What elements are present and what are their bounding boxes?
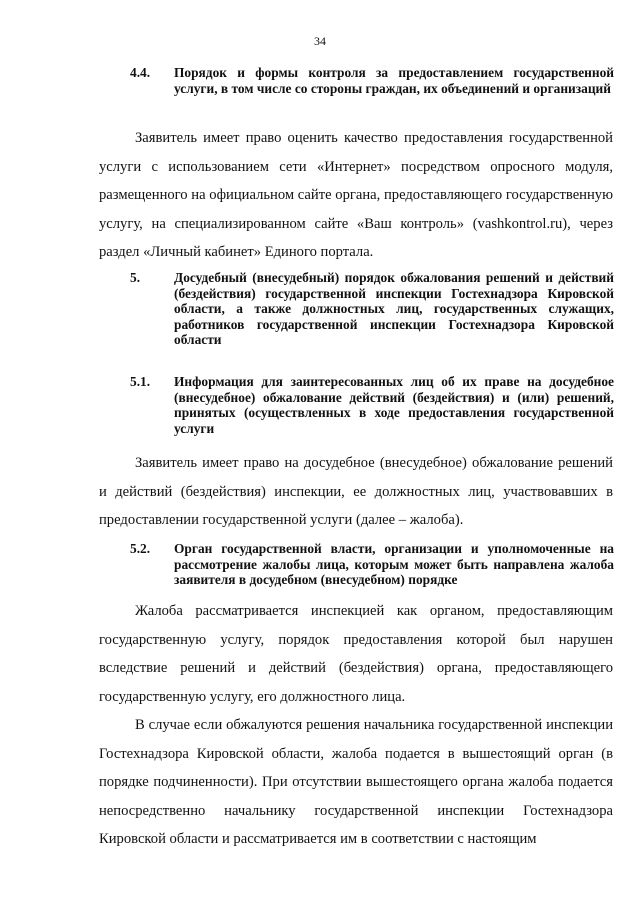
section-title: Орган государственной власти, организации и уполномоченные на рассмотрение жалобы лица, которым может быть направлена жалоба заявителя в досудебном (внесудебном) порядке [174, 541, 614, 587]
section-5-heading [130, 270, 614, 348]
section-5-1-body [99, 449, 613, 535]
section-5-2-body [99, 597, 613, 854]
page-number: 34 [314, 34, 326, 48]
section-number: 5.1. [130, 374, 151, 389]
paragraph: Жалоба рассматривается инспекцией как органом, предоставляющим государственную услугу, порядок предоставления которой был нарушен вследствие решений и действий (бездействия) органа, предоставляющего государственную услугу, его должностного лица. [99, 603, 613, 705]
section-5-2-heading [130, 541, 614, 588]
paragraph: Заявитель имеет право на досудебное (внесудебное) обжалование решений и действий (бездействия) инспекции, ее должностных лиц, участвовавших в предоставлении государственной услуги (далее – жалоба). [99, 455, 613, 528]
section-number: 5.2. [130, 541, 151, 556]
section-5-1-heading [130, 374, 614, 436]
paragraph: Заявитель имеет право оценить качество предоставления государственной услуги с использованием сети «Интернет» посредством опросного модуля, размещенного на официальном сайте органа, предоставляющего государственную услугу, на специализированном сайте «Ваш контроль» (vashkontrol.ru), через раздел «Личный кабинет» Единого портала. [99, 130, 613, 260]
paragraph: В случае если обжалуются решения начальника государственной инспекции Гостехнадзора Кировской области, жалоба подается в вышестоящий орган (в порядке подчиненности). При отсутствии вышестоящего органа жалоба подается непосредственно начальнику государственной инспекции Гостехнадзора Кировской области и рассматривается им в соответствии с настоящим [99, 717, 613, 847]
section-4-4-heading [130, 65, 614, 96]
section-title: Порядок и формы контроля за предоставлением государственной услуги, в том числе со стороны граждан, их объединений и организаций [174, 65, 614, 96]
section-4-4-body [99, 124, 613, 267]
section-number: 4.4. [130, 65, 151, 80]
section-title: Информация для заинтересованных лиц об их праве на досудебное (внесудебное) обжалование действий (бездействия) и (или) решений, принятых (осуществленных в ходе предоставления государственной услуги [174, 374, 614, 436]
section-title: Досудебный (внесудебный) порядок обжалования решений и действий (бездействия) государственной инспекции Гостехнадзора Кировской области, а также должностных лиц, государственных служащих, работников государственной инспекции Гостехнадзора Кировской области [174, 270, 614, 347]
section-number: 5. [130, 270, 141, 285]
